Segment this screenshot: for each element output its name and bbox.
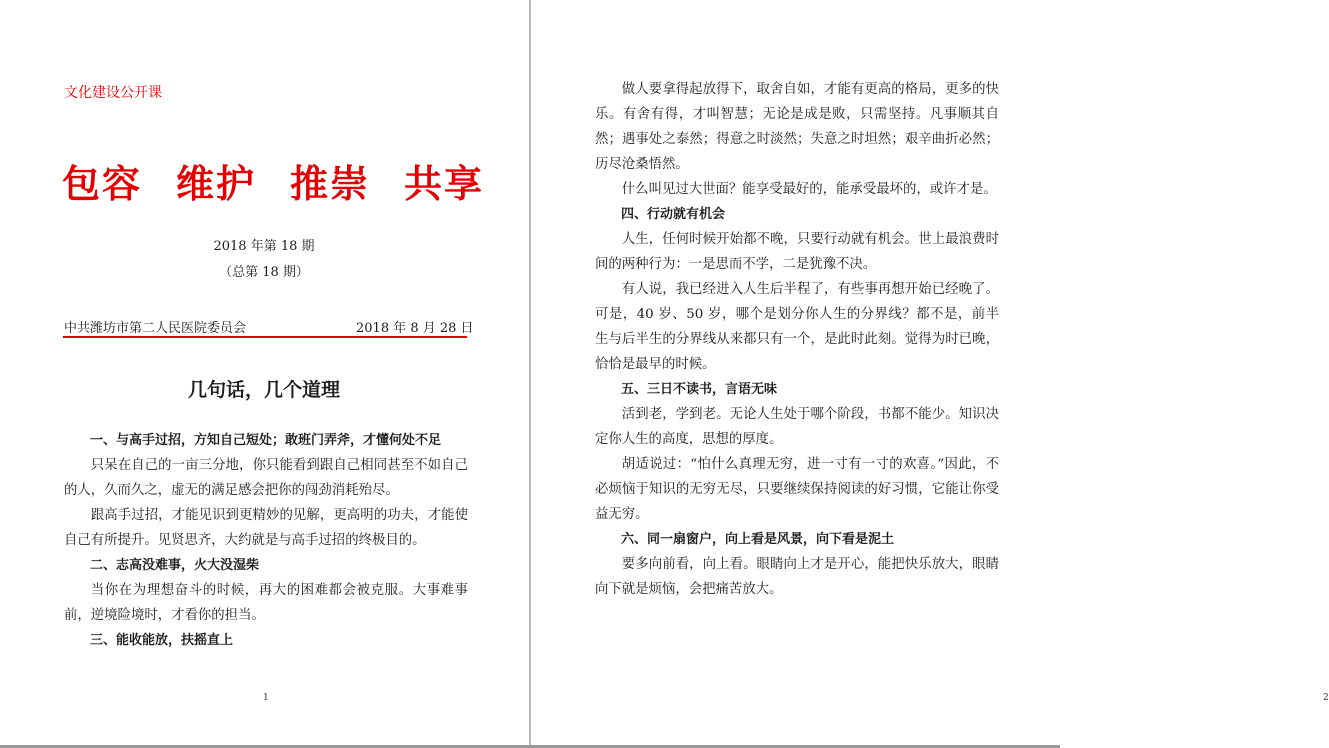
section-heading: 四、行动就有机会 [621,207,726,222]
main-title [62,153,485,208]
issue-number: 2018 年第 18 期 [213,239,315,254]
red-divider [63,336,467,338]
series-label: 文化建设公开课 [64,85,162,101]
issue-total: （总第 18 期） [219,265,309,280]
title-word: 维护 [176,161,257,206]
title-word: 共享 [404,161,485,206]
title-word: 包容 [62,161,143,206]
paragraph: 做人要拿得起放得下，取舍自如，才能有更高的格局，更多的快乐。有舍有得，才叫智慧；无论是成是败，只需坚持。凡事顺其自然；遇事处之泰然；得意之时淡然；失意之时坦然；艰辛曲折必然；历尽沧桑悟然。 [595,82,999,172]
section-heading: 五、三日不读书，言语无味 [621,382,778,397]
article-title: 几句话，几个道理 [187,379,340,401]
paragraph: 跟高手过招，才能见识到更精妙的见解，更高明的功夫，才能使自己有所提升。见贤思齐，大约就是与高手过招的终极目的。 [64,508,468,548]
paragraph: 有人说，我已经进入人生后半程了，有些事再想开始已经晚了。可是，40 岁、50 岁，哪个是划分你人生的分界线？都不是，前半生与后半生的分界线从来都只有一个，是此时此刻。觉得为时已晚，恰恰是最早的时候。 [595,282,999,372]
section-heading: 六、同一扇窗户，向上看是风景，向下看是泥土 [621,532,895,547]
article-body-right [595,77,999,602]
page-number: 1 [263,693,269,703]
title-word: 推崇 [290,161,371,206]
paragraph: 要多向前看，向上看。眼睛向上才是开心，能把快乐放大，眼睛向下就是烦恼，会把痛苦放大。 [595,557,999,597]
section-heading: 一、与高手过招，方知自己短处；敢班门弄斧，才懂何处不足 [90,433,442,448]
paragraph: 当你在为理想奋斗的时候，再大的困难都会被克服。大事难事前，逆境险境时，才看你的担当。 [64,583,468,623]
section-heading: 二、志高没难事，火大没湿柴 [90,558,260,573]
paragraph: 什么叫见过大世面？能享受最好的，能承受最坏的，或许才是。 [621,182,997,197]
organization: 中共潍坊市第二人民医院委员会 [64,321,247,336]
document-page-1 [0,0,529,748]
paragraph: 只呆在自己的一亩三分地，你只能看到跟自己相同甚至不如自己的人，久而久之，虚无的满足感会把你的闯劲消耗殆尽。 [64,458,468,498]
paragraph: 活到老，学到老。无论人生处于哪个阶段，书都不能少。知识决定你人生的高度，思想的厚度。 [595,407,999,447]
section-heading: 三、能收能放，扶摇直上 [90,633,234,648]
page-number: 2 [1323,693,1329,703]
article-body-left [64,428,468,653]
issue-date: 2018 年 8 月 28 日 [356,321,474,336]
paragraph: 人生，任何时候开始都不晚，只要行动就有机会。世上最浪费时间的两种行为：一是思而不学，二是犹豫不决。 [595,232,999,272]
paragraph: 胡适说过：“怕什么真理无穷，进一寸有一寸的欢喜。”因此，不必烦恼于知识的无穷无尽，只要继续保持阅读的好习惯，它能让你受益无穷。 [595,457,999,522]
